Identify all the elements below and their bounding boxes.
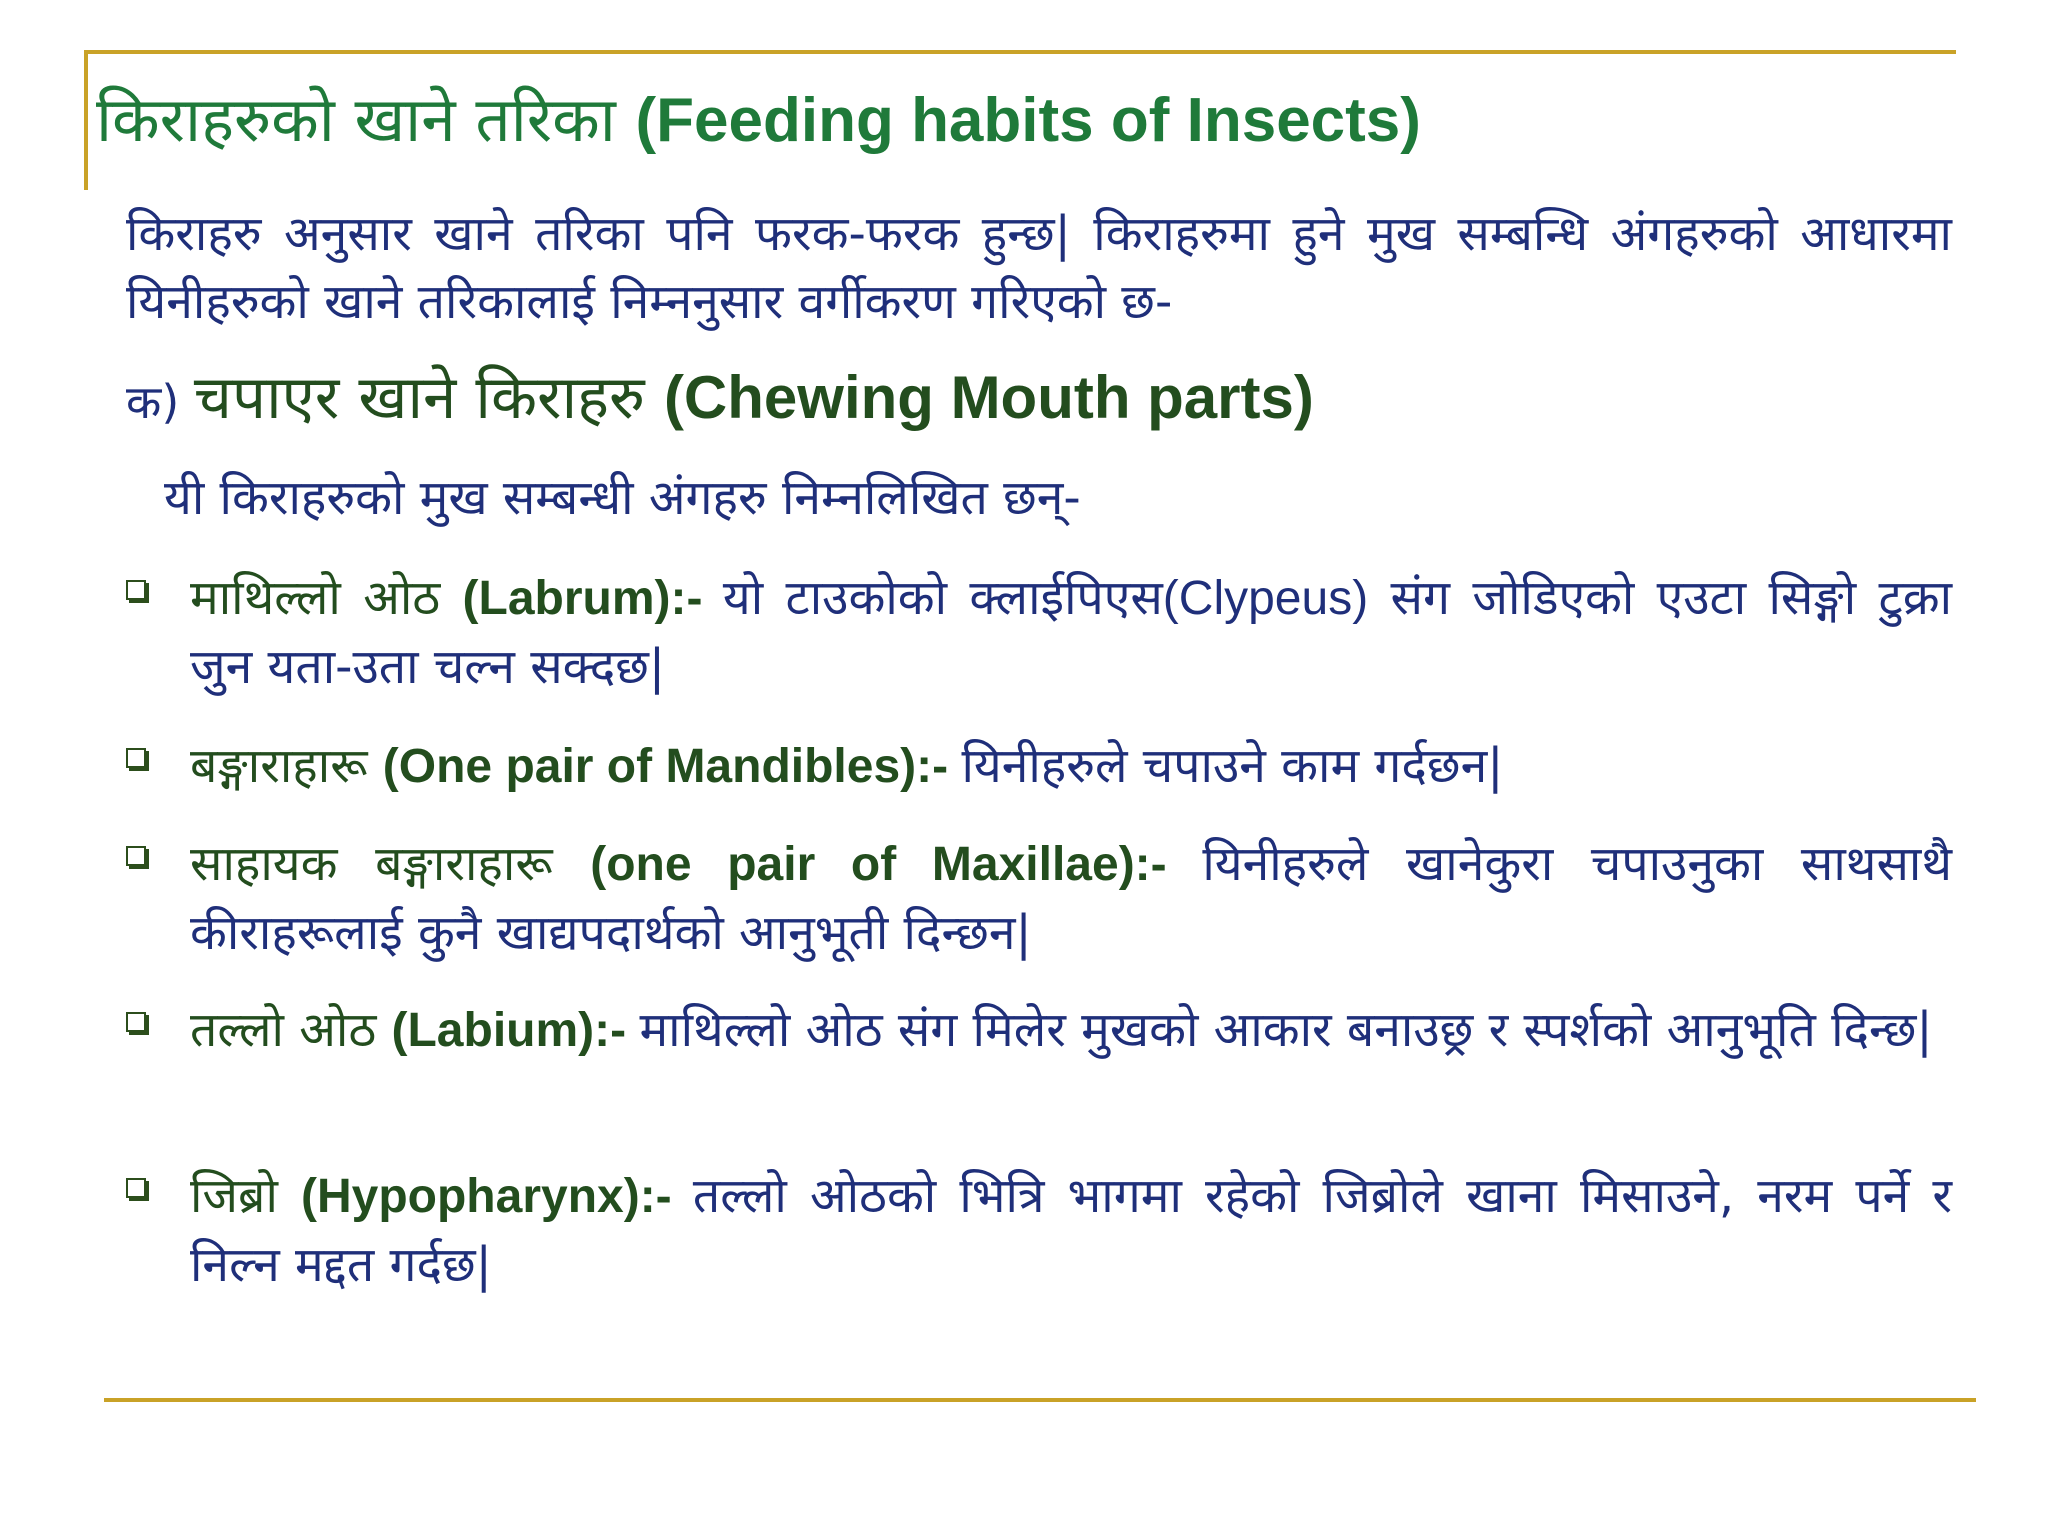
left-accent-line xyxy=(84,50,88,190)
list-item-text xyxy=(190,1162,1952,1299)
item-description-english: (Clypeus) xyxy=(1162,572,1369,625)
list-item-labrum xyxy=(126,564,1952,701)
item-term-english: (Labrum):- xyxy=(462,572,723,625)
section-marker: क) xyxy=(126,375,194,429)
list-item-maxillae xyxy=(126,830,1952,967)
square-bullet-icon xyxy=(126,1178,146,1198)
intro-paragraph: किराहरु अनुसार खाने तरिका पनि फरक-फरक हुन्छ| किराहरुमा हुने मुख सम्बन्धि अंगहरुको आधारमा यिनीहरुको खाने तरिकालाई निम्ननुसार वर्गीकरण गरिएको छ- xyxy=(126,206,1952,330)
item-description: यिनीहरुले खानेकुरा चपाउनुका साथसाथै कीराहरूलाई कुनै खाद्यपदार्थको आनुभूती दिन्छन| xyxy=(190,836,1952,961)
square-bullet-icon xyxy=(126,580,146,600)
item-term: माथिल्लो ओठ xyxy=(190,570,463,626)
item-term: तल्लो ओठ xyxy=(190,1002,392,1058)
item-description-end: संग जोडिएको एउटा सिङ्गो टुक्रा जुन यता-उता चल्न सक्दछ| xyxy=(190,570,1953,695)
square-bullet-icon xyxy=(126,1012,146,1032)
list-item-text xyxy=(190,830,1952,967)
list-item-mandibles xyxy=(126,732,1952,801)
section-heading-nepali: चपाएर खाने किराहरु xyxy=(193,363,664,433)
section-heading-english: (Chewing Mouth parts) xyxy=(663,364,1314,431)
item-term-english: (Hypopharynx):- xyxy=(301,1170,693,1223)
slide-title xyxy=(96,80,1956,161)
title-nepali: किराहरुको खाने तरिका xyxy=(96,83,636,156)
list-lead-text: यी किराहरुको मुख सम्बन्धी अंगहरु निम्नलिखित छन्- xyxy=(164,470,1081,526)
item-term-english: (Labium):- xyxy=(391,1004,640,1057)
item-description: यो टाउकोको क्लाईपिएस xyxy=(722,570,1163,626)
title-english: (Feeding habits of Insects) xyxy=(635,86,1421,155)
list-item-labium xyxy=(126,996,1952,1065)
list-item-text xyxy=(190,996,1952,1065)
item-term: बङ्गाराहारू xyxy=(190,738,383,794)
item-term: जिब्रो xyxy=(190,1168,301,1224)
item-term-english: (One pair of Mandibles):- xyxy=(382,740,962,793)
bottom-divider xyxy=(104,1398,1976,1402)
list-item-text xyxy=(190,564,1952,701)
list-item-hypopharynx xyxy=(126,1162,1952,1299)
item-term-english: (one pair of Maxillae):- xyxy=(590,838,1203,891)
section-heading xyxy=(126,358,1952,442)
square-bullet-icon xyxy=(126,748,146,768)
top-divider xyxy=(84,50,1956,54)
item-description: तल्लो ओठको भित्रि भागमा रहेको जिब्रोले खाना मिसाउने, नरम पर्ने र निल्न मद्दत गर्दछ| xyxy=(190,1168,1952,1293)
item-description: माथिल्लो ओठ संग मिलेर मुखको आकार बनाउछ्र र स्पर्शको आनुभूति दिन्छ| xyxy=(639,1002,1933,1058)
square-bullet-icon xyxy=(126,846,146,866)
item-term: साहायक बङ्गाराहारू xyxy=(190,836,591,892)
list-item-text xyxy=(190,732,1952,801)
item-description: यिनीहरुले चपाउने काम गर्दछन| xyxy=(961,738,1504,794)
